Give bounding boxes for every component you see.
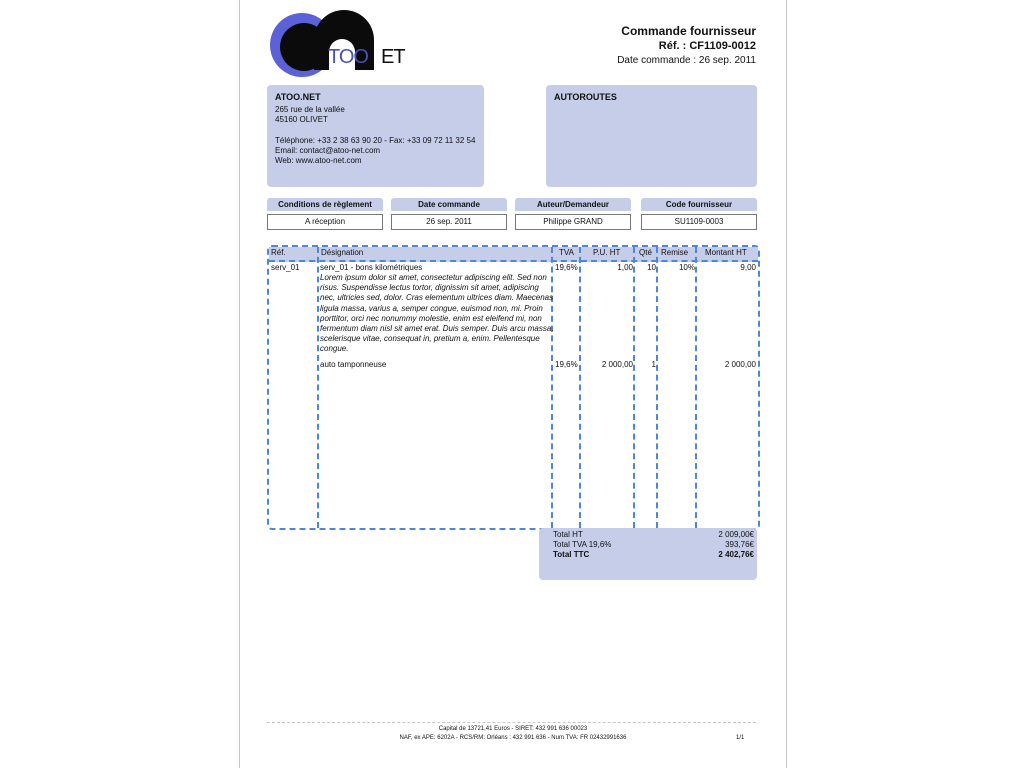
header-montant: Montant HT [705,248,747,257]
info-label-supplier-code: Code fournisseur [641,198,757,211]
header-remise: Remise [661,248,689,257]
column-separator [695,247,697,528]
row-designation: auto tamponneuse [320,360,387,369]
info-value-supplier-code: SU1109-0003 [641,214,757,230]
totals-box [539,528,757,580]
info-value-conditions: A réception [267,214,383,230]
total-ttc-value: 2 402,76€ [718,550,754,559]
header-tva: TVA [559,248,574,257]
logo-text-et: ET [381,46,405,68]
recipient-box [546,85,757,187]
info-label-author: Auteur/Demandeur [515,198,631,211]
column-separator [317,247,319,528]
sender-address2: 45160 OLIVET [275,115,328,124]
row-pu: 2 000,00 [601,360,633,369]
row-ref: serv_01 [271,263,300,272]
total-ht-label: Total HT [553,530,583,539]
header-pu: P.U. HT [593,248,621,257]
info-value-author: Philippe GRAND [515,214,631,230]
header-ref: Réf. [271,248,286,257]
logo-text-too: TOO [328,46,368,68]
sender-address1: 265 rue de la vallée [275,105,345,114]
column-separator [656,247,658,528]
total-tva-value: 393,76€ [725,540,754,549]
footer-line1: Capital de 13721,41 Euros - SIRET: 432 991 636 00023 [438,726,588,732]
total-ht-value: 2 009,00€ [718,530,754,539]
document-date: Date commande : 26 sep. 2011 [617,55,756,66]
header-qty: Qté [639,248,652,257]
row-qty: 1 [651,360,656,369]
page-number: 1/1 [736,735,745,741]
footer-divider [267,722,756,723]
document-title: Commande fournisseur [621,24,756,38]
footer-line2: NAF, ex APE: 6202A - RCS/RM: Orléans : 432 991 636 - Num TVA: FR 02432991636 [399,735,627,741]
document-ref: Réf. : CF1109-0012 [658,40,756,52]
row-remise: 10% [678,263,695,272]
document-page [239,0,787,768]
row-montant: 9,00 [740,263,756,272]
row-designation: serv_01 - bons kilométriques [320,263,423,272]
sender-web: Web: www.atoo-net.com [275,156,362,165]
row-montant: 2 000,00 [724,360,756,369]
row-tva: 19,6% [555,360,578,369]
header-designation: Désignation [321,248,364,257]
row-description: Lorem ipsum dolor sit amet, consectetur adipiscing elit. Sed non risus. Suspendisse lectus tortor, dignissim sit amet, adipiscing nec, ultricies sed, dolor. Cras elementum ultrices diam. Maecenas ligula massa, varius a, semper congue, euismod non, mi. Proin porttitor, orci nec nonummy molestie, enim est eleifend mi, non fermentum diam nisl sit amet erat. Duis semper. Duis arcu massa, scelerisque vitae, consequat in, pretium a, enim. Pellentesque congue. [320,273,554,354]
total-tva-label: Total TVA 19,6% [553,540,612,549]
column-separator [633,247,635,528]
total-ttc-label: Total TTC [553,550,590,559]
info-value-date: 26 sep. 2011 [391,214,507,230]
column-separator [579,247,581,528]
row-qty: 10 [647,263,656,272]
info-label-date: Date commande [391,198,507,211]
recipient-name: AUTOROUTES [554,92,617,102]
row-tva: 19,6% [555,263,578,272]
sender-box [267,85,484,187]
order-lines-table [267,245,760,530]
sender-name: ATOO.NET [275,92,321,102]
sender-phone: Téléphone: +33 2 38 63 90 20 - Fax: +33 09 72 11 32 54 [275,136,476,145]
sender-email: Email: contact@atoo-net.com [275,146,381,155]
row-pu: 1,00 [617,263,633,272]
info-label-conditions: Conditions de règlement [267,198,383,211]
